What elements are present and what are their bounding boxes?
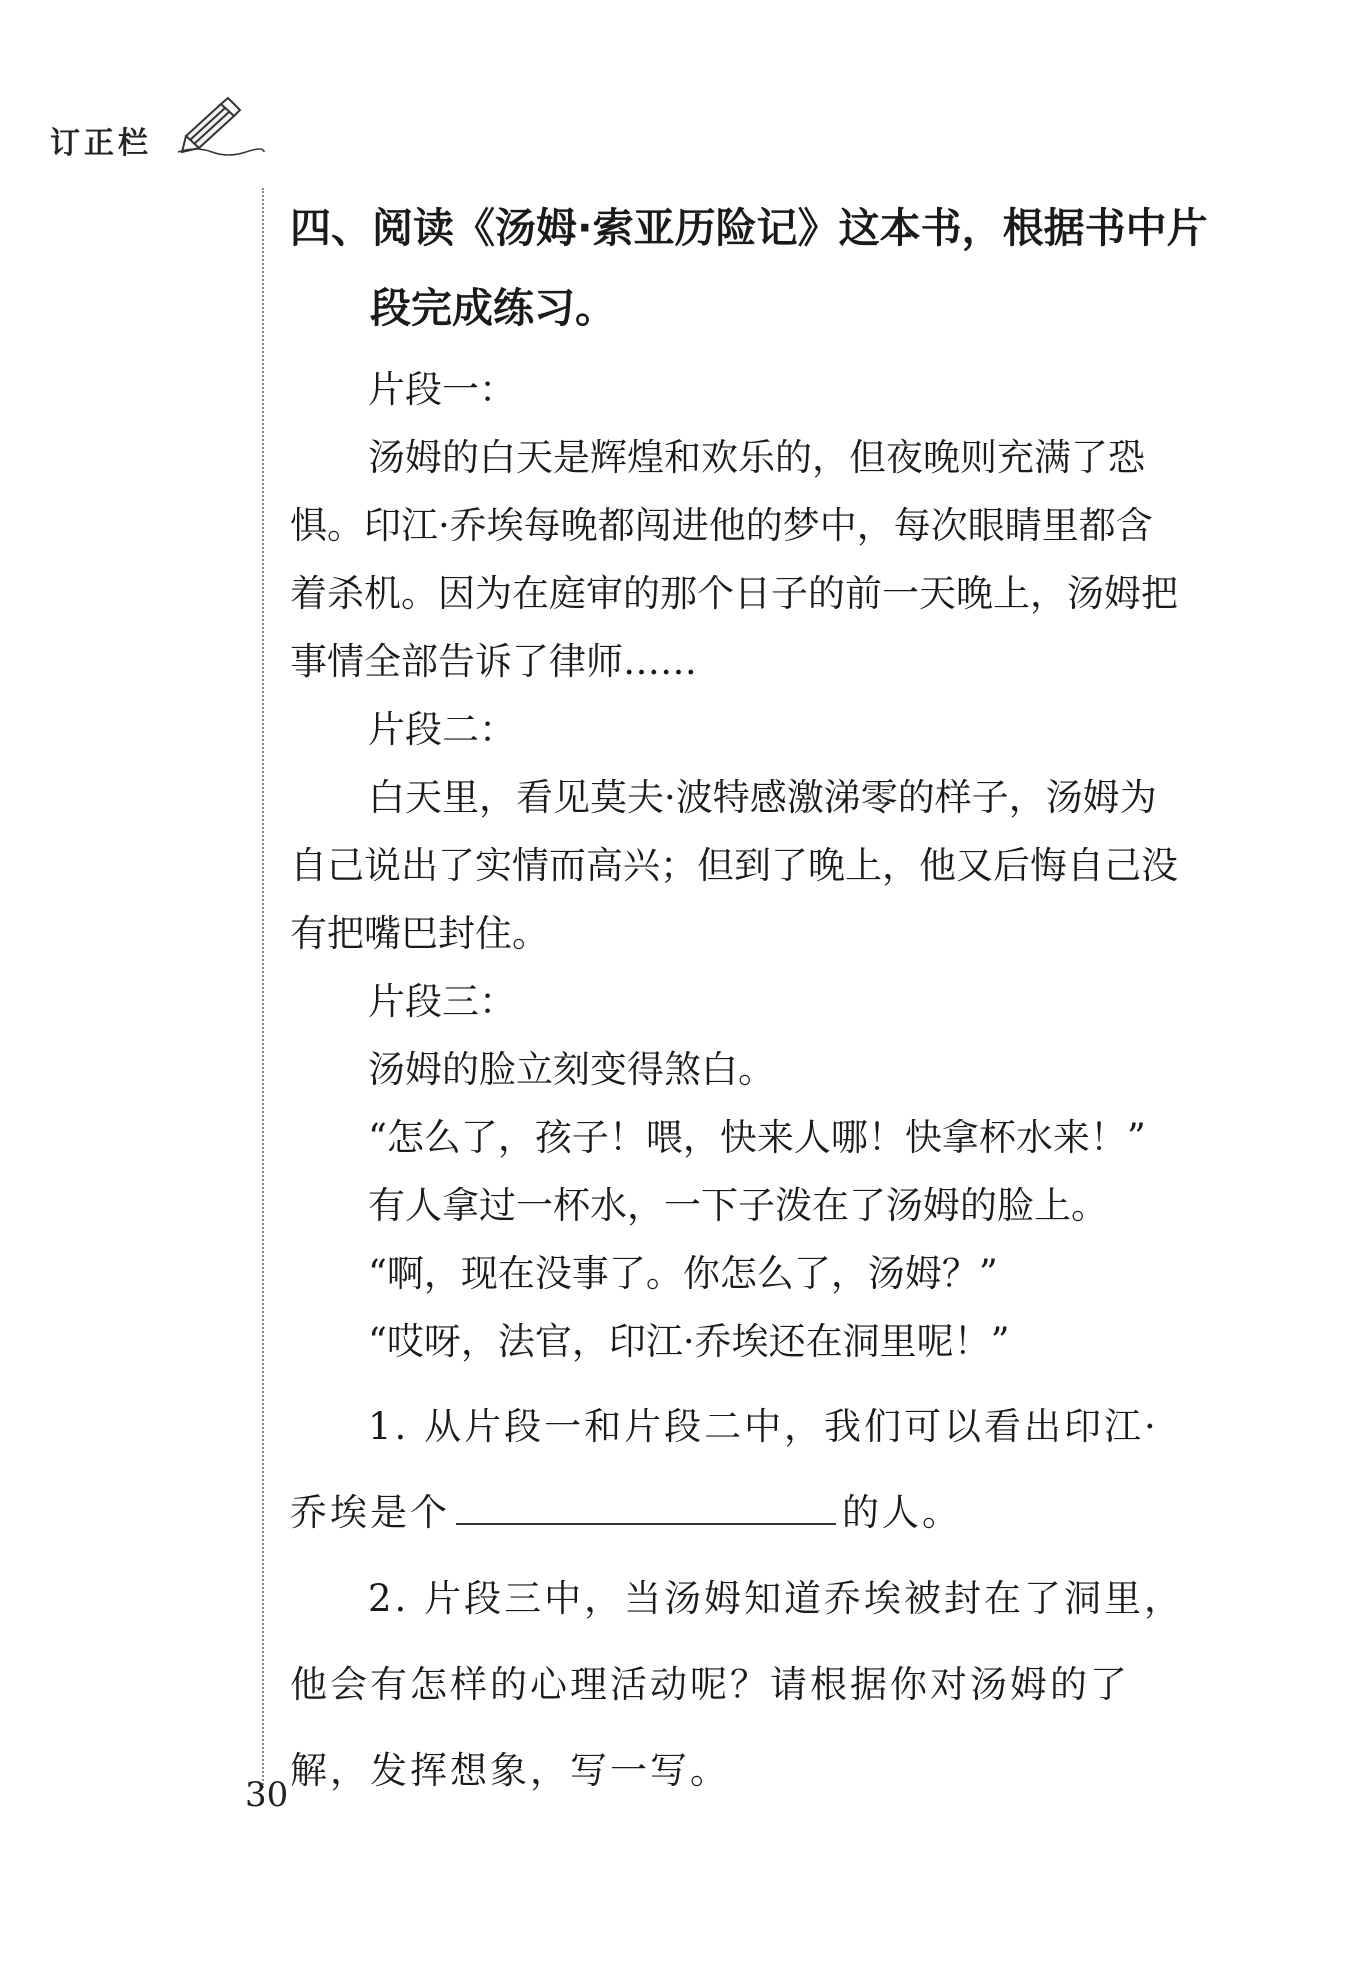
question-2-line1: 2. 片段三中，当汤姆知道乔埃被封在了洞里， bbox=[368, 1577, 1185, 1620]
question-1-line1: 1. 从片段一和片段二中，我们可以看出印江· bbox=[368, 1405, 1159, 1448]
fragment-text-line: “怎么了，孩子！喂，快来人哪！快拿杯水来！” bbox=[368, 1116, 1146, 1159]
fragment-text-line: 惧。印江·乔埃每晚都闯进他的梦中，每次眼睛里都含 bbox=[290, 504, 1153, 547]
answer-blank[interactable] bbox=[456, 1483, 836, 1525]
section-title-line1: 四、阅读《汤姆·索亚历险记》这本书，根据书中片 bbox=[290, 204, 1208, 252]
question-2-line2: 他会有怎样的心理活动呢？请根据你对汤姆的了 bbox=[290, 1663, 1130, 1706]
question-1-line2 bbox=[290, 1470, 1290, 1556]
page-number: 30 bbox=[245, 1775, 289, 1815]
fragment-2 bbox=[290, 696, 1290, 968]
fragment-text-line: 自己说出了实情而高兴；但到了晚上，他又后悔自己没 bbox=[290, 844, 1178, 887]
fragment-text-line: 有把嘴巴封住。 bbox=[290, 912, 549, 955]
worksheet-content bbox=[290, 188, 1290, 1814]
question-1-suffix: 的人。 bbox=[842, 1491, 962, 1534]
fragment-text-line: 事情全部告诉了律师…… bbox=[290, 640, 697, 683]
fragment-label: 片段二： bbox=[368, 708, 516, 751]
fragment-text-line: 汤姆的白天是辉煌和欢乐的，但夜晚则充满了恐 bbox=[368, 436, 1145, 479]
margin-divider bbox=[262, 188, 264, 1788]
pencil-icon bbox=[176, 96, 266, 156]
section-title-line2: 段完成练习。 bbox=[370, 284, 616, 332]
fragment-3 bbox=[290, 968, 1290, 1376]
question-1-prefix: 乔埃是个 bbox=[290, 1491, 450, 1534]
fragment-text-line: 白天里，看见莫夫·波特感激涕零的样子，汤姆为 bbox=[368, 776, 1157, 819]
question-2-line3: 解，发挥想象，写一写。 bbox=[290, 1749, 730, 1792]
question-2 bbox=[290, 1556, 1290, 1814]
fragment-text-line: 有人拿过一杯水，一下子泼在了汤姆的脸上。 bbox=[368, 1184, 1108, 1227]
fragment-text-line: “啊，现在没事了。你怎么了，汤姆？” bbox=[368, 1252, 998, 1295]
fragment-text-line: 汤姆的脸立刻变得煞白。 bbox=[368, 1048, 775, 1091]
fragment-1 bbox=[290, 356, 1290, 696]
fragment-label: 片段一： bbox=[368, 368, 516, 411]
fragment-text-line: “哎呀，法官，印江·乔埃还在洞里呢！” bbox=[368, 1320, 1010, 1363]
fragment-label: 片段三： bbox=[368, 980, 516, 1023]
fragment-text-line: 着杀机。因为在庭审的那个日子的前一天晚上，汤姆把 bbox=[290, 572, 1178, 615]
correction-column-label: 订正栏 bbox=[50, 126, 152, 161]
question-1 bbox=[290, 1384, 1290, 1556]
